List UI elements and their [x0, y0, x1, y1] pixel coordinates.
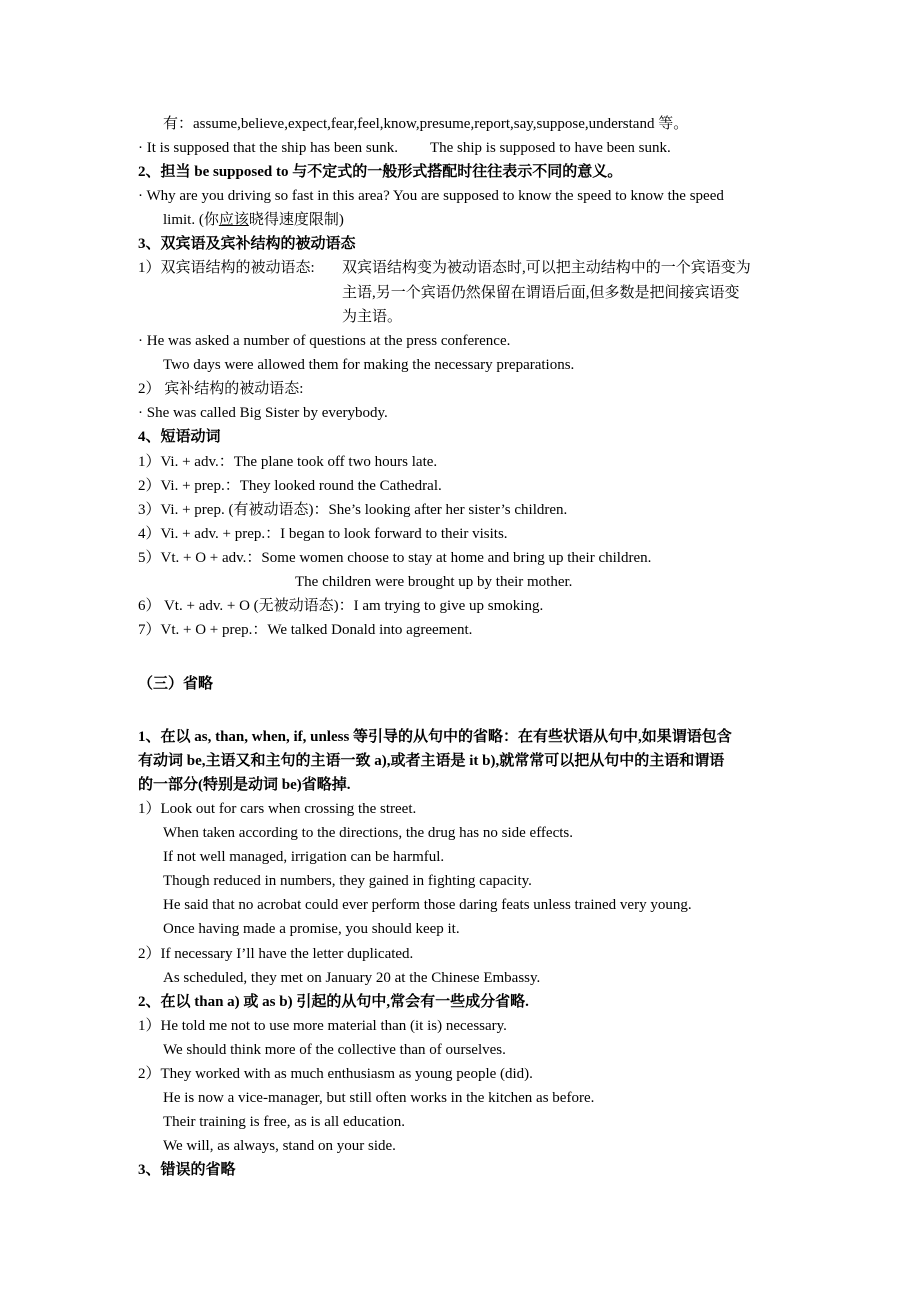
example-line: We will, as always, stand on your side.	[163, 1138, 396, 1154]
list-item: 4）Vi. + adv. + prep.：I began to look forward to their visits.	[138, 526, 508, 542]
list-item: 3）Vi. + prep. (有被动语态)：She’s looking after her sister’s children.	[138, 502, 568, 518]
example-line: · He was asked a number of questions at the press conference.	[138, 333, 511, 349]
example-line: Once having made a promise, you should keep it.	[163, 921, 460, 937]
definition-text: 主语,另一个宾语仍然保留在谓语后面,但多数是把间接宾语变	[342, 285, 740, 301]
definition-text: 双宾语结构变为被动语态时,可以把主动结构中的一个宾语变为	[342, 260, 751, 276]
example-line: Two days were allowed them for making the necessary preparations.	[163, 357, 575, 373]
example-line: He said that no acrobat could ever perform those daring feats unless trained very young.	[163, 897, 692, 913]
section-heading: 有动词 be,主语又和主句的主语一致 a),或者主语是 it b),就常常可以把从句中的主语和谓语	[138, 753, 725, 769]
list-item: 2）If necessary I’ll have the letter duplicated.	[138, 946, 414, 962]
example-line	[163, 210, 344, 230]
definition-line	[138, 258, 315, 278]
example-b: The ship is supposed to have been sunk.	[429, 140, 671, 156]
verb-list-line: 有：assume,believe,expect,fear,feel,know,presume,report,say,suppose,understand 等。	[163, 116, 689, 132]
subheading-line: 2） 宾补结构的被动语态:	[138, 381, 304, 397]
chapter-heading: （三）省略	[138, 676, 214, 692]
section-heading: 4、短语动词	[138, 429, 221, 445]
text-run: 晓得速度限制)	[248, 212, 344, 228]
definition-term: 1）双宾语结构的被动语态:	[138, 260, 315, 276]
definition-text: 为主语。	[342, 309, 403, 325]
section-heading: 3、双宾语及宾补结构的被动语态	[138, 236, 356, 252]
section-heading: 2、在以 than a) 或 as b) 引起的从句中,常会有一些成分省略.	[138, 994, 529, 1010]
text-run: limit. (你	[163, 212, 219, 228]
example-line: · She was called Big Sister by everybody.	[138, 405, 388, 421]
list-item: 1）Look out for cars when crossing the street.	[138, 801, 417, 817]
example-line: We should think more of the collective than of ourselves.	[163, 1042, 506, 1058]
example-line: The children were brought up by their mother.	[295, 574, 573, 590]
list-item: 5）Vt. + O + adv.：Some women choose to stay at home and bring up their children.	[138, 550, 652, 566]
example-line: · Why are you driving so fast in this area? You are supposed to know the speed to know the speed	[138, 188, 724, 204]
example-line: Though reduced in numbers, they gained in fighting capacity.	[163, 873, 532, 889]
list-item: 1）He told me not to use more material than (it is) necessary.	[138, 1018, 507, 1034]
example-a: · It is supposed that the ship has been sunk.	[138, 140, 398, 156]
underlined-text: 应该	[218, 212, 249, 228]
section-heading: 3、错误的省略	[138, 1162, 236, 1178]
example-line: If not well managed, irrigation can be harmful.	[163, 849, 445, 865]
example-line: Their training is free, as is all education.	[163, 1114, 405, 1130]
list-item: 6） Vt. + adv. + O (无被动语态)：I am trying to give up smoking.	[138, 598, 544, 614]
example-line	[138, 138, 671, 158]
list-item: 2）Vi. + prep.：They looked round the Cathedral.	[138, 478, 442, 494]
list-item: 7）Vt. + O + prep.：We talked Donald into agreement.	[138, 622, 473, 638]
example-line: When taken according to the directions, the drug has no side effects.	[163, 825, 574, 841]
section-heading: 1、在以 as, than, when, if, unless 等引导的从句中的省略：在有些状语从句中,如果谓语包含	[138, 729, 732, 745]
section-heading: 的一部分(特别是动词 be)省略掉.	[138, 777, 351, 793]
section-heading: 2、担当 be supposed to 与不定式的一般形式搭配时往往表示不同的意义。	[138, 164, 623, 180]
example-line: He is now a vice-manager, but still often works in the kitchen as before.	[163, 1090, 595, 1106]
list-item: 2）They worked with as much enthusiasm as young people (did).	[138, 1066, 533, 1082]
list-item: 1）Vi. + adv.：The plane took off two hours late.	[138, 454, 438, 470]
example-line: As scheduled, they met on January 20 at the Chinese Embassy.	[163, 970, 541, 986]
